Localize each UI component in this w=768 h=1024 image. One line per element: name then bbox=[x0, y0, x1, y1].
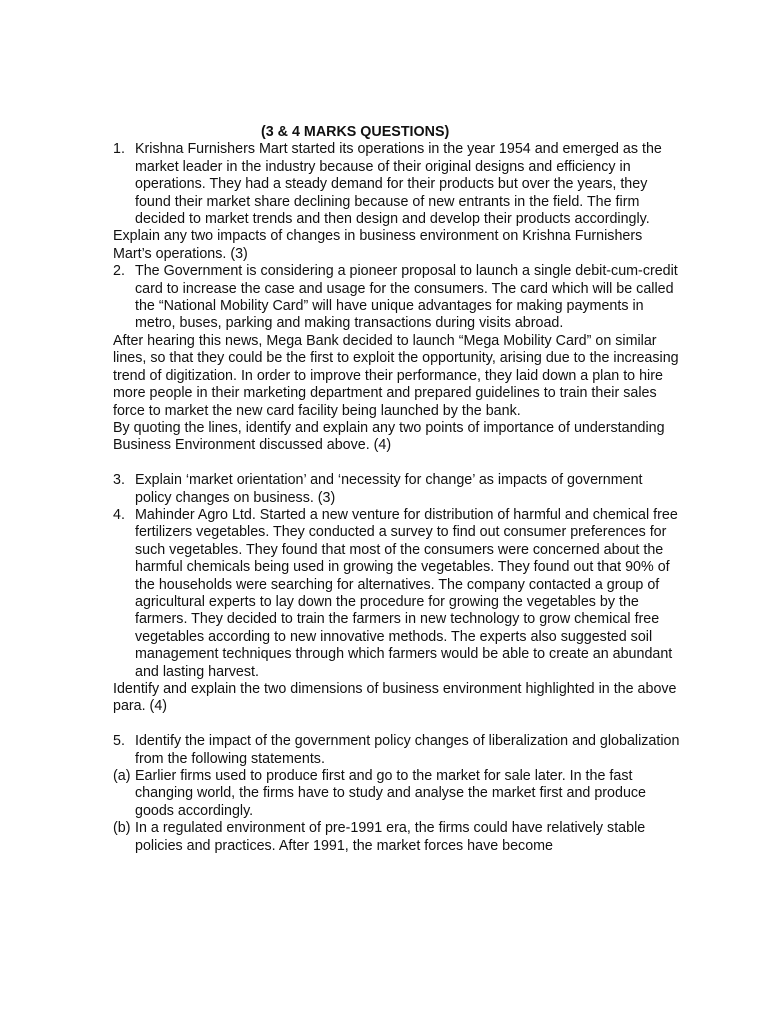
spacer bbox=[113, 455, 683, 472]
spacer bbox=[113, 716, 683, 733]
question-1-number: 1. bbox=[113, 141, 125, 158]
question-2-number: 2. bbox=[113, 263, 125, 280]
question-5-part-a-marker: (a) bbox=[113, 768, 131, 784]
question-5-text: Identify the impact of the government policy changes of liberalization and globalization from the following statements. bbox=[135, 733, 680, 767]
question-1-text: Krishna Furnishers Mart started its operations in the year 1954 and emerged as the market leader in the industry because of their original designs and efficiency in operations. They had a steady demand for their products but over the years, they found their market share declining because of new entrants in the field. The firm decided to market trends and then design and develop their products accordingly. bbox=[135, 141, 662, 228]
question-4 bbox=[113, 507, 683, 681]
question-5-part-b-marker: (b) bbox=[113, 820, 131, 837]
question-3-text: Explain ‘market orientation’ and ‘necessity for change’ as impacts of government policy changes on business. (3) bbox=[135, 472, 643, 506]
question-1-prompt: Explain any two impacts of changes in business environment on Krishna Furnishers Mart’s operations. (3) bbox=[113, 228, 643, 262]
question-5-number: 5. bbox=[113, 733, 125, 750]
question-5 bbox=[113, 733, 683, 768]
question-5-part-b bbox=[113, 820, 683, 855]
question-3-number: 3. bbox=[113, 472, 125, 489]
question-1 bbox=[113, 141, 683, 228]
question-5-part-a-text: Earlier firms used to produce first and go to the market for sale later. In the fast changing world, the firms have to study and analyse the market first and produce goods accordingly. bbox=[135, 768, 646, 819]
question-2-context: After hearing this news, Mega Bank decided to launch “Mega Mobility Card” on similar lines, so that they could be the first to exploit the opportunity, arising due to the increasing trend of digitization. In order to improve their performance, they laid down a plan to hire more people in their marketing department and prepared guidelines to train their sales force to market the new card facility being launched by the bank. bbox=[113, 332, 679, 419]
question-5-part-b-text: In a regulated environment of pre-1991 era, the firms could have relatively stable policies and practices. After 1991, the market forces have become bbox=[135, 820, 646, 854]
question-4-text: Mahinder Agro Ltd. Started a new venture for distribution of harmful and chemical free fertilizers vegetables. They conducted a survey to find out consumer preferences for such vegetables. They found that most of the consumers were concerned about the harmful chemicals being used in growing the vegetables. They found out that 90% of the households were searching for alternatives. The company contacted a group of agricultural experts to lay down the procedure for growing the vegetables by the farmers. They decided to train the farmers in new technology to grow chemical free vegetables according to new innovative methods. The experts also suggested soil management techniques through which farmers would be able to create an abundant and lasting harvest. bbox=[135, 506, 678, 680]
question-2-prompt: By quoting the lines, identify and explain any two points of importance of understanding Business Environment discussed above. (4) bbox=[113, 419, 665, 454]
question-4-number: 4. bbox=[113, 506, 125, 523]
question-3 bbox=[113, 472, 683, 507]
section-heading: (3 & 4 MARKS QUESTIONS) bbox=[261, 124, 450, 140]
document-page bbox=[113, 124, 683, 855]
question-2-text: The Government is considering a pioneer proposal to launch a single debit-cum-credit card to increase the case and usage for the consumers. The card which will be called the “National Mobility Card” will have unique advantages for making payments in metro, buses, parking and making transactions during visits abroad. bbox=[135, 263, 678, 332]
question-2 bbox=[113, 263, 683, 333]
question-5-part-a bbox=[113, 768, 683, 820]
question-4-prompt: Identify and explain the two dimensions of business environment highlighted in the above para. (4) bbox=[113, 680, 677, 715]
